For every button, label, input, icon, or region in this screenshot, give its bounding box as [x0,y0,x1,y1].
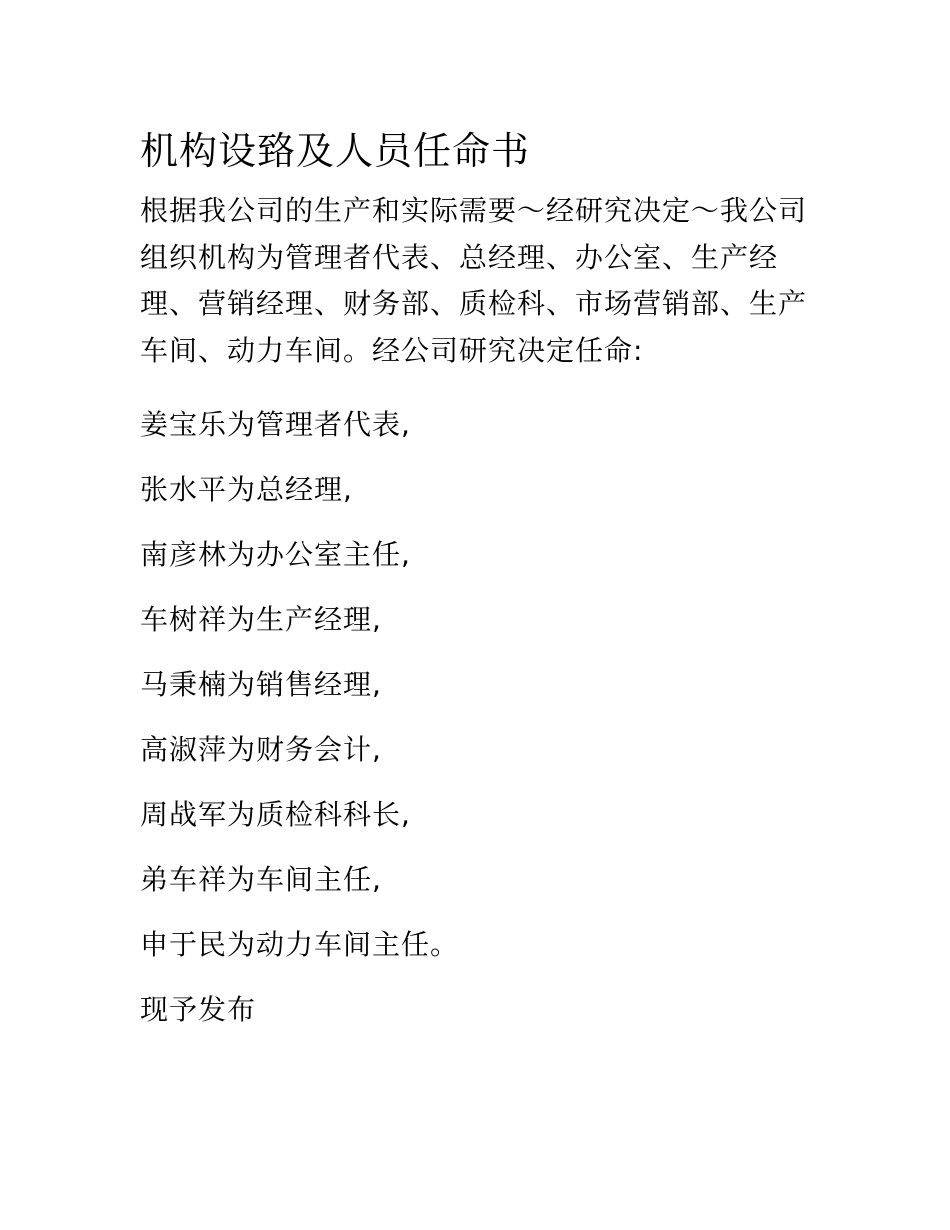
appointment-item: 周战军为质检科科长, [140,798,411,831]
appointment-list [140,392,810,977]
appointment-item: 南彦林为办公室主任, [140,538,411,571]
document-title: 机构设臵及人员任命书 [140,129,531,173]
appointment-item: 马秉楠为销售经理, [140,668,382,701]
appointment-item: 高淑萍为财务会计, [140,733,382,766]
appointment-item: 张水平为总经理, [140,473,353,506]
appointment-item: 弟车祥为车间主任, [140,863,382,896]
document-page [140,122,810,1042]
appointment-item: 申于民为动力车间主任。 [140,928,460,961]
appointment-item: 车树祥为生产经理, [140,603,382,636]
closing-text: 现予发布 [140,993,257,1026]
intro-paragraph: 根据我公司的生产和实际需要～经研究决定～我公司组织机构为管理者代表、总经理、办公室、生产经理、营销经理、财务部、质检科、市场营销部、生产车间、动力车间。经公司研究决定任命: [140,194,808,367]
appointment-item: 姜宝乐为管理者代表, [140,408,411,441]
